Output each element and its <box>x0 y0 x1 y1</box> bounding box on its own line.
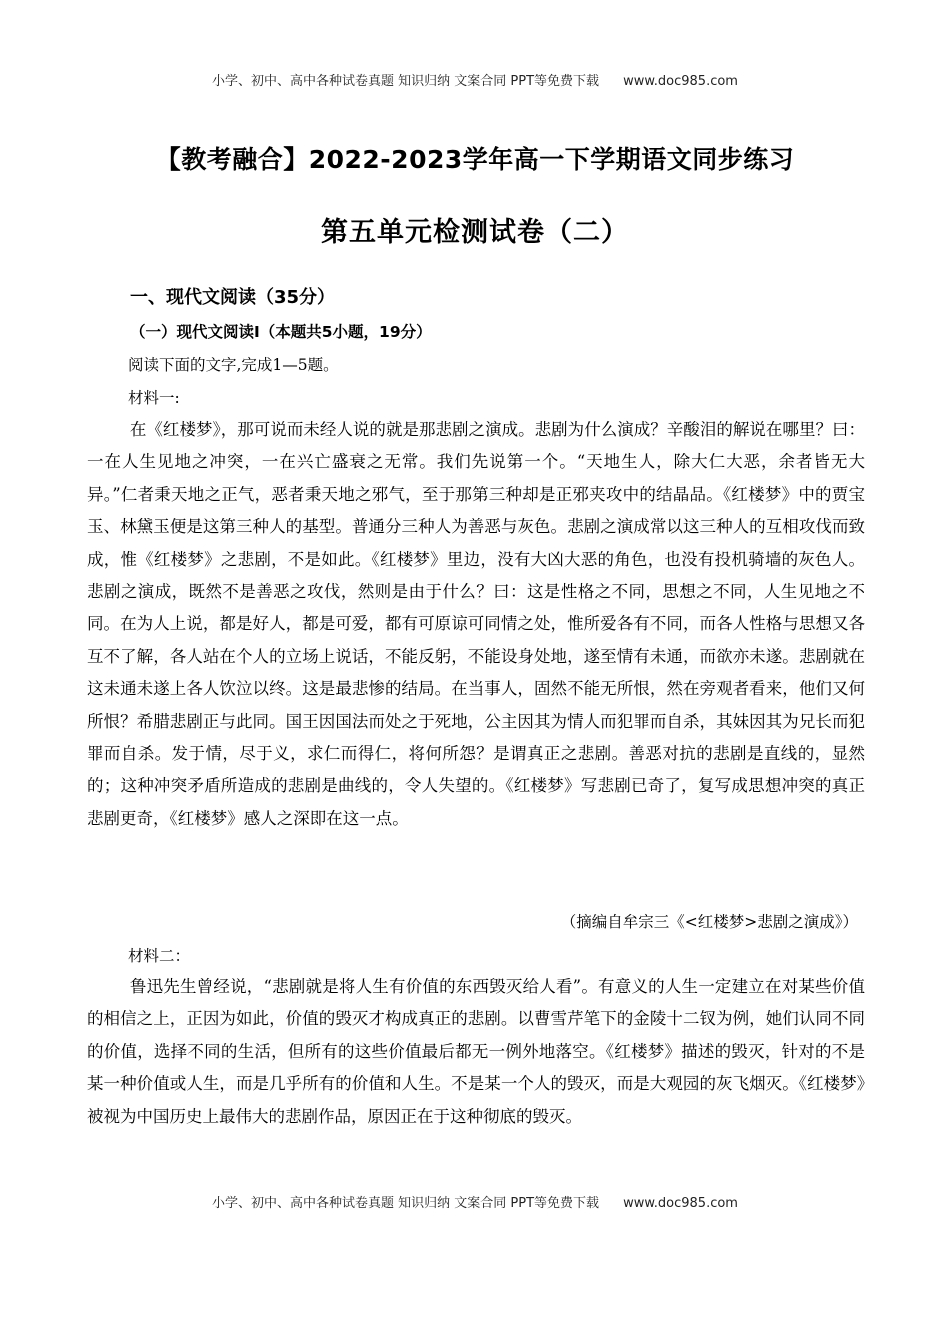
material-one-text: 在《红楼梦》，那可说而未经人说的就是那悲剧之演成。悲剧为什么演成？辛酸泪的解说在哪里？曰：一在人生见地之冲突，一在兴亡盛衰之无常。我们先说第一个。“天地生人，除大仁大恶，余者皆无大异。”仁者秉天地之正气，恶者秉天地之邪气，至于那第三种却是正邪夹攻中的结晶品。《红楼梦》中的贾宝玉、林黛玉便是这第三种人的基型。普通分三种人为善恶与灰色。悲剧之演成常以这三种人的互相攻伐而致成，惟《红楼梦》之悲剧，不是如此。《红楼梦》里边，没有大凶大恶的角色，也没有投机骑墙的灰色人。悲剧之演成，既然不是善恶之攻伐，然则是由于什么？曰：这是性格之不同，思想之不同，人生见地之不同。在为人上说，都是好人，都是可爱，都有可原谅可同情之处，惟所爱各有不同，而各人性格与思想又各互不了解，各人站在个人的立场上说话，不能反躬，不能设身处地，遂至情有未通，而欲亦未遂。悲剧就在这未通未遂上各人饮泣以终。这是最悲惨的结局。在当事人，固然不能无所恨，然在旁观者看来，他们又何所恨？希腊悲剧正与此同。国王因国法而处之于死地，公主因其为情人而犯罪而自杀，其妹因其为兄长而犯罪而自杀。发于情，尽于义，求仁而得仁，将何所怨？是谓真正之悲剧。善恶对抗的悲剧是直线的，显然的；这种冲突矛盾所造成的悲剧是曲线的，令人失望的。《红楼梦》写悲剧已奇了，复写成思想冲突的真正悲剧更奇，《红楼梦》感人之深即在这一点。 <box>87 420 865 828</box>
material-one-source: （摘编自牟宗三《<红楼梦>悲剧之演成》） <box>560 913 858 931</box>
subsection-heading: （一）现代文阅读Ⅰ（本题共5小题，19分） <box>130 323 432 341</box>
material-two-label: 材料二： <box>128 947 191 965</box>
reading-instruction: 阅读下面的文字,完成1—5题。 <box>128 356 339 374</box>
material-one-label: 材料一: <box>128 389 180 407</box>
page-footer <box>0 1192 950 1211</box>
header-site-link[interactable]: www.doc985.com <box>623 74 738 89</box>
material-two-text: 鲁迅先生曾经说，“悲剧就是将人生有价值的东西毁灭给人看”。有意义的人生一定建立在对某些价值的相信之上，正因为如此，价值的毁灭才构成真正的悲剧。以曹雪芹笔下的金陵十二钗为例，她们认同不同的价值，选择不同的生活，但所有的这些价值最后都无一例外地落空。《红楼梦》描述的毁灭，针对的不是某一种价值或人生，而是几乎所有的价值和人生。不是某一个人的毁灭，而是大观园的灰飞烟灭。《红楼梦》被视为中国历史上最伟大的悲剧作品，原因正在于这种彻底的毁灭。 <box>87 977 865 1126</box>
page-header <box>0 70 950 89</box>
footer-text: 小学、初中、高中各种试卷真题 知识归纳 文案合同 PPT等免费下载 <box>212 1196 600 1211</box>
footer-site-link[interactable]: www.doc985.com <box>623 1196 738 1211</box>
header-text: 小学、初中、高中各种试卷真题 知识归纳 文案合同 PPT等免费下载 <box>212 74 600 89</box>
document-title: 【教考融合】2022-2023学年高一下学期语文同步练习 <box>155 145 795 174</box>
section-heading: 一、现代文阅读（35分） <box>130 287 336 308</box>
document-subtitle: 第五单元检测试卷（二） <box>321 217 629 248</box>
